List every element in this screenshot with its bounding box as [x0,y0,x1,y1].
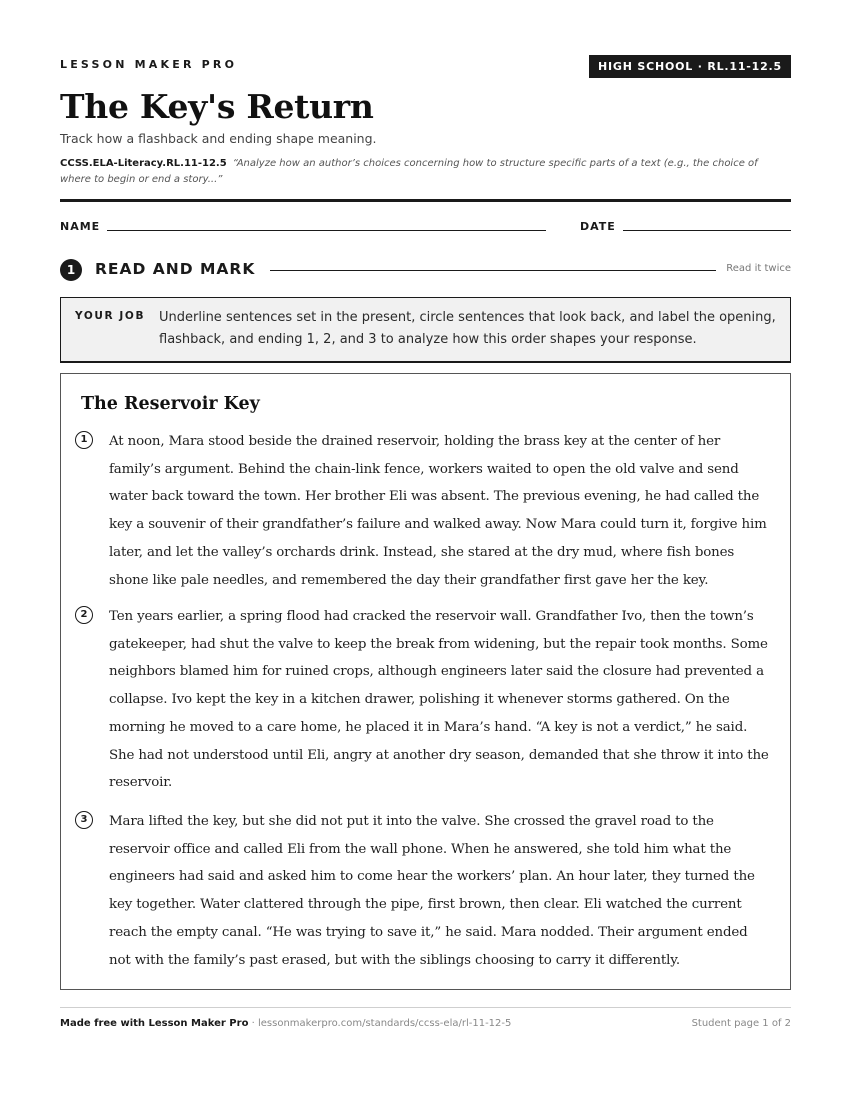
paragraph-number-circle: 3 [75,811,93,829]
section-divider [270,270,716,271]
paragraph-text: Mara lifted the key, but she did not put it into the valve. She crossed the gravel road to the reservoir office and called Eli from the wall phone. When he answered, she told him what the engineers had said and asked him to come hear the workers’ plan. An hour later, they turned the key together. Water clattered through the pipe, first brown, then clear. Eli watched the current reach the empty canal. “He was trying to save it,” he said. Mara nodded. Their argument ended not with the family’s past erased, but with the siblings choosing to carry it differently. [109,814,755,968]
date-field[interactable] [623,230,791,231]
date-label: DATE [580,220,616,233]
reading-passage [60,373,791,990]
section-header [60,258,791,282]
footer-divider [60,1007,791,1008]
footer-credit [60,1018,511,1029]
header-divider [60,199,791,202]
brand-name: LESSON MAKER PRO [60,58,238,71]
instructions-label: YOUR JOB [75,310,146,322]
footer-page-number: Student page 1 of 2 [691,1018,791,1029]
standard-code: CCSS.ELA-Literacy.RL.11-12.5 [60,158,227,169]
instructions-text: Underline sentences set in the present, circle sentences that look back, and label the opening, flashback, and ending 1, 2, and 3 to analyze how this order shapes your response. [159,310,776,347]
standard-description [60,156,791,188]
passage-title: The Reservoir Key [81,394,260,414]
paragraph-number-circle: 2 [75,606,93,624]
grade-badge: HIGH SCHOOL · RL.11-12.5 [589,55,791,78]
footer-separator: · [251,1018,255,1029]
instructions-box [60,297,791,363]
name-label: NAME [60,220,101,233]
worksheet-page [60,0,791,1100]
paragraph-text: Ten years earlier, a spring flood had cracked the reservoir wall. Grandfather Ivo, then the town’s gatekeeper, had shut the valve to keep the break from widening, but the repair took months. Some neighbors blamed him for ruined crops, although engineers later said the closure had prevented a collapse. Ivo kept the key in a kitchen drawer, polishing it whenever storms gathered. On the morning he moved to a care home, he placed it in Mara’s hand. “A key is not a verdict,” he said. She had not understood until Eli, angry at another dry season, demanded that she throw it into the reservoir. [109,609,769,791]
paragraph-text: At noon, Mara stood beside the drained reservoir, holding the brass key at the center of her family’s argument. Behind the chain-link fence, workers waited to open the old valve and send water back toward the town. Her brother Eli was absent. The previous evening, he had called the key a souvenir of their grandfather’s failure and walked away. Now Mara could turn it, forgive him later, and let the valley’s orchards drink. Instead, she stared at the dry mud, where fish bones shone like pale needles, and remembered the day their grandfather first gave her the key. [109,434,767,588]
page-title: The Key's Return [60,87,374,126]
footer-url[interactable]: lessonmakerpro.com/standards/ccss-ela/rl-11-12-5 [258,1018,512,1029]
name-field[interactable] [107,230,546,231]
page-subtitle: Track how a flashback and ending shape meaning. [60,131,377,146]
footer-made-with: Made free with Lesson Maker Pro [60,1018,249,1029]
section-title: READ AND MARK [95,260,256,278]
paragraph-number-circle: 1 [75,431,93,449]
section-hint: Read it twice [726,263,791,274]
standard-quote: “Analyze how an author’s choices concerning how to structure specific parts of a text (e.g., the choice of where to begin or end a story...” [60,158,758,185]
section-number-badge: 1 [60,259,82,281]
